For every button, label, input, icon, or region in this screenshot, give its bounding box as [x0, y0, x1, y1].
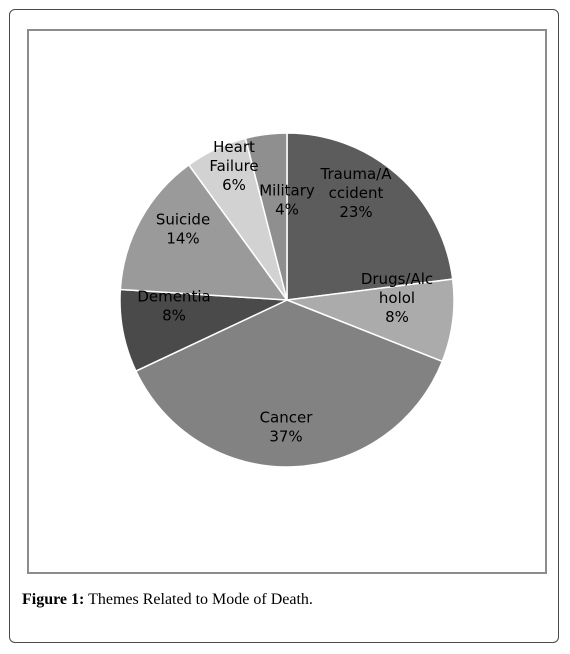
slice-percent-label: 8% [385, 308, 409, 326]
slice-name-label: Heart [213, 138, 255, 156]
caption-prefix: Figure 1: [22, 591, 85, 608]
slice-percent-label: 4% [275, 200, 299, 219]
slice-name-label: Trauma/A [320, 165, 392, 183]
slice-name-label: ccident [328, 184, 384, 202]
figure-caption [22, 591, 542, 609]
slice-percent-label: 23% [339, 203, 373, 221]
slice-name-label: Dementia [137, 287, 211, 306]
slice-percent-label: 14% [166, 229, 200, 248]
slice-name-label: Cancer [259, 408, 313, 427]
caption-text: Themes Related to Mode of Death. [84, 591, 313, 608]
slice-percent-label: 8% [162, 306, 186, 325]
slice-name-label: Drugs/Alc [360, 270, 434, 288]
slice-name-label: Suicide [155, 210, 211, 229]
slice-percent-label: 6% [222, 176, 246, 194]
slice-name-label: Failure [209, 157, 259, 175]
slice-percent-label: 37% [269, 427, 303, 446]
slice-name-label: holol [378, 289, 416, 307]
slice-name-label: Military [259, 181, 315, 200]
